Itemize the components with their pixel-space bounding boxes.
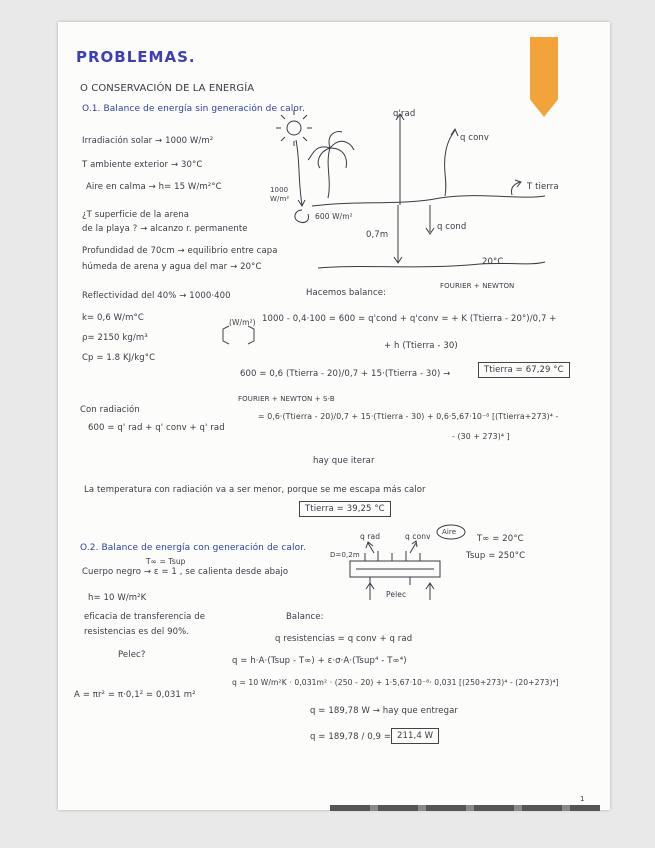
label-t-inf: T∞ = 20°C — [477, 534, 524, 544]
fourier-newton-sb-label: FOURIER + NEWTON + S-B — [238, 395, 335, 403]
equation-p2-2: q = h·A·(Tsup - T∞) + ε·σ·A·(Tsup⁴ - T∞⁴) — [232, 656, 407, 666]
equation-3: 600 = q' rad + q' conv + q' rad — [88, 423, 225, 433]
problem-2-heading: O.2. Balance de energía con generación de calor. — [80, 543, 307, 553]
sun-icon — [287, 121, 301, 135]
result-p2-box: 211,4 W — [391, 728, 439, 744]
label-bottom-temp: 20°C — [482, 257, 504, 267]
given-line: T∞ = Tsup — [146, 557, 186, 566]
label-q-conv: q conv — [460, 133, 489, 143]
label-q-cond: q cond — [437, 222, 467, 232]
label-pelec: Pelec — [386, 590, 407, 599]
given-line: h= 10 W/m²K — [88, 593, 147, 603]
conclusion-text: La temperatura con radiación va a ser menor, porque se me escapa más calor — [84, 485, 426, 495]
label-t-tierra: T tierra — [527, 182, 559, 192]
area-equation: A = πr² = π·0,1² = 0,031 m² — [74, 690, 196, 700]
given-line: Cuerpo negro → ε = 1 , se calienta desde abajo — [82, 567, 289, 577]
label-600: 600 W/m² — [315, 212, 353, 221]
label-sun-flux: 1000 W/m² — [270, 186, 290, 203]
binding-strip — [330, 805, 600, 811]
given-line: resistencias es del 90%. — [84, 627, 190, 637]
page-number: 1 — [580, 795, 585, 803]
units-label: (W/m²) — [229, 318, 256, 327]
given-line: k= 0,6 W/m°C — [82, 313, 144, 323]
label-q-conv-2: q conv — [405, 532, 431, 541]
balance-label-2: Balance: — [286, 612, 324, 622]
balance-label: Hacemos balance: — [306, 288, 387, 298]
given-line: ¿T superficie de la arena — [82, 210, 190, 220]
given-line: Irradiación solar → 1000 W/m² — [82, 136, 214, 146]
given-line: ρ= 2150 kg/m³ — [82, 333, 148, 343]
equation-p2-4: q = 189,78 W → hay que entregar — [310, 706, 459, 716]
equation-2: 600 = 0,6 (Ttierra - 20)/0,7 + 15·(Ttierra - 30) → — [240, 369, 451, 379]
label-q-rad: q'rad — [393, 109, 416, 119]
given-line: Cp = 1.8 KJ/kg°C — [82, 353, 156, 363]
given-line: T ambiente exterior → 30°C — [82, 160, 203, 170]
given-line: Profundidad de 70cm → equilibrio entre capa — [82, 246, 278, 256]
label-t-sup: Tsup = 250°C — [466, 551, 526, 561]
equation-1b: + h (Ttierra - 30) — [384, 341, 458, 351]
label-aire: Aire — [442, 528, 457, 536]
label-depth: 0,7m — [366, 230, 389, 240]
given-line: Aire en calma → h= 15 W/m²°C — [86, 182, 222, 192]
equation-3b: = 0,6·(Ttierra - 20)/0,7 + 15·(Ttierra - 30) + 0,6·5,67·10⁻⁸ [(Ttierra+273)⁴ - — [258, 412, 559, 421]
equation-p2-5: q = 189,78 / 0,9 = — [310, 732, 392, 742]
result-1-box: Ttierra = 67,29 °C — [478, 362, 570, 378]
radiation-label: Con radiación — [80, 405, 140, 415]
equation-p2-3: q = 10 W/m²K · 0,031m² · (250 - 20) + 1·5,67·10⁻⁸· 0,031 [(250+273)⁴ - (20+273)⁴] — [232, 678, 559, 687]
given-line: Pelec? — [118, 650, 146, 660]
iterate-note: hay que iterar — [313, 456, 375, 466]
label-q-rad-2: q rad — [360, 532, 381, 541]
problem-1-heading: O.1. Balance de energía sin generación de calor. — [82, 104, 305, 114]
given-line: de la playa ? → alcanzo r. permanente — [82, 224, 248, 234]
result-2-box: Ttierra = 39,25 °C — [299, 501, 391, 517]
section-title: O CONSERVACIÓN DE LA ENERGÍA — [80, 83, 255, 94]
given-line: eficacia de transferencia de — [84, 612, 206, 622]
equation-p2-1: q resistencias = q conv + q rad — [275, 634, 413, 644]
equation-3c: - (30 + 273)⁴ ] — [452, 432, 510, 441]
page-title: PROBLEMAS. — [76, 48, 196, 66]
equation-1: 1000 - 0,4·100 = 600 = q'cond + q'conv = + K (Ttierra - 20°)/0,7 + — [262, 314, 557, 324]
label-diameter: D=0,2m — [330, 551, 360, 559]
fourier-newton-label: FOURIER + NEWTON — [440, 282, 515, 290]
given-line: Reflectividad del 40% → 1000·400 — [82, 291, 231, 301]
given-line: húmeda de arena y agua del mar → 20°C — [82, 262, 262, 272]
